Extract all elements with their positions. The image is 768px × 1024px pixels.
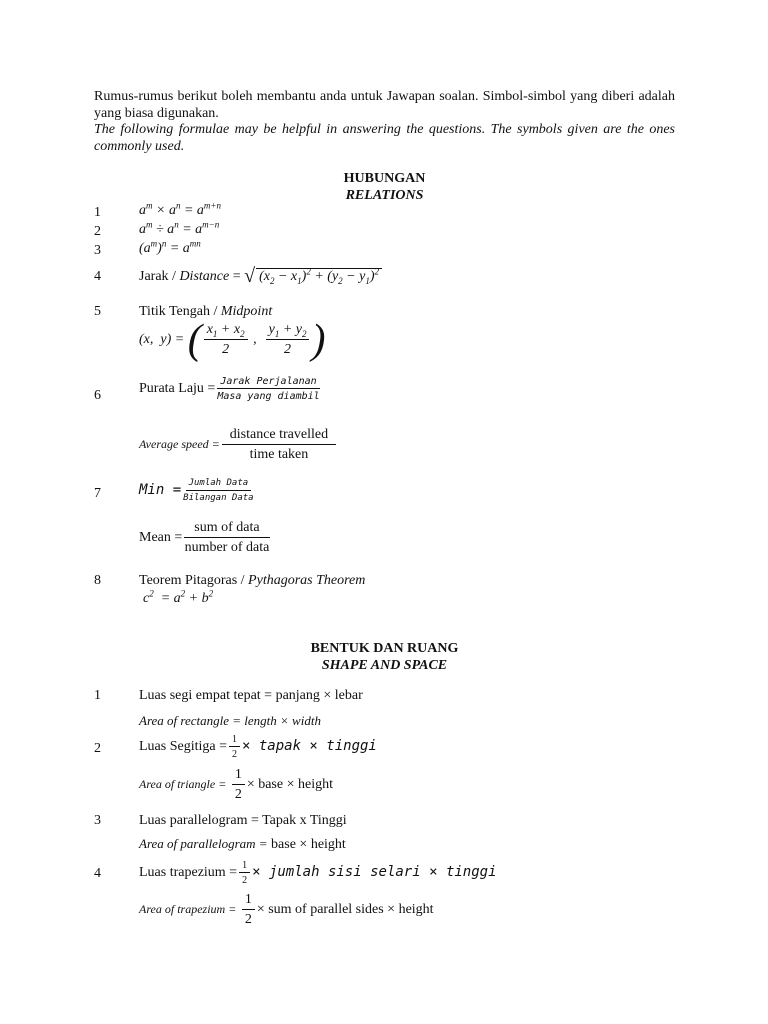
mean-denominator-english: number of data [184,540,270,555]
formula-index-power: $(a^m)^n = a^{mn}$ [139,238,201,256]
mean-denominator-malay: Bilangan Data [183,493,254,503]
distance-label-malay: Jarak / [139,269,180,284]
trapezium-formula-english: Area of trapezium = $\frac{1}{2}$ × sum of parallel sides × height [139,892,434,927]
triangle-label-english: Area of triangle = [139,777,227,792]
parallelogram-rest-english: base × height [267,837,346,852]
pythagoras-label [139,573,365,589]
shape-heading-malay: BENTUK DAN RUANG [310,641,459,656]
mean-numerator-english: sum of data [184,520,269,538]
trapezium-formula-malay: Luas trapezium = $\frac{1}{2}$ × jumlah sisi selari × tinggi [139,860,497,886]
relation-number-8: 8 [94,573,101,588]
relations-heading-malay: HUBUNGAN [343,171,426,186]
intro-malay: Rumus-rumus berikut boleh membantu anda untuk Jawapan soalan. Simbol-simbol yang diberi adalah yang biasa digunakan. [94,89,675,121]
trapezium-rest-malay: × jumlah sisi selari × tinggi [252,864,497,881]
average-speed-denominator-malay: Masa yang diambil [217,391,320,402]
triangle-rest-malay: × tapak × tinggi [242,738,377,755]
distance-label-english: Distance [179,269,230,284]
relation-number-5: 5 [94,304,101,319]
average-speed-label-malay: Purata Laju = [139,381,216,397]
trapezium-label-malay: Luas trapezium = [139,865,238,881]
trapezium-label-english: Area of trapezium = [139,902,237,917]
triangle-formula-malay: Luas Segitiga = $\frac{1}{2}$ × tapak × tinggi [139,734,377,760]
shape-number-4: 4 [94,866,101,881]
relation-number-1: 1 [94,205,101,220]
parallelogram-formula-malay: Luas parallelogram = Tapak x Tinggi [139,813,347,828]
formula-pythagoras: $c^2 = a^2 + b^2$ [143,588,214,606]
mean-numerator-malay: Jumlah Data [186,478,252,491]
relation-number-6: 6 [94,388,101,403]
relations-heading [94,170,675,204]
triangle-formula-english: Area of triangle = $\frac{1}{2}$ × base × height [139,767,333,802]
trapezium-rest-english: × sum of parallel sides × height [256,902,434,918]
shape-heading-english: SHAPE AND SPACE [321,658,448,673]
mean-label-english: Mean = [139,530,183,546]
shape-space-heading [94,640,675,674]
intro-english: The following formulae may be helpful in answering the questions. The symbols given are the ones commonly used. [94,122,675,154]
midpoint-label [139,304,272,320]
parallelogram-label-english: Area of parallelogram = [139,836,268,851]
formula-mean-malay [139,478,256,504]
parallelogram-formula-english [139,836,346,853]
distance-equals: = [229,269,241,284]
relation-number-4: 4 [94,269,101,284]
midpoint-label-malay: Titik Tengah / [139,304,221,319]
shape-number-1: 1 [94,688,101,703]
shape-number-3: 3 [94,813,101,828]
triangle-rest-english: × base × height [246,777,333,793]
midpoint-label-english: Midpoint [220,304,273,319]
pythagoras-label-malay: Teorem Pitagoras / [139,573,249,588]
formula-average-speed-malay [139,376,322,402]
relations-heading-english: RELATIONS [345,188,424,203]
shape-number-2: 2 [94,741,101,756]
formula-index-divide: $a^m \div a^n = a^{m-n}$ [139,219,220,237]
relation-number-7: 7 [94,486,101,501]
triangle-label-malay: Luas Segitiga = [139,739,227,755]
mean-label-malay: Min = [139,482,182,499]
average-speed-numerator-english: distance travelled [222,427,336,445]
relation-number-2: 2 [94,224,101,239]
formula-mean-english [139,520,272,556]
formula-distance: Jarak / Distance = √ $(x_2 - x_1)^2 + (y_2 - y_1)^2$ [139,265,382,288]
rectangle-formula-malay: Luas segi empat tepat = panjang × lebar [139,688,363,703]
formula-average-speed-english [139,427,338,463]
rectangle-formula-english: Area of rectangle = length × width [139,713,321,728]
average-speed-numerator-malay: Jarak Perjalanan [217,376,319,389]
formula-midpoint: (x, y) = ( $\frac{x_1 + x_2}{2}$ , $\frac{y_1 + y_2}{2}$ ) [139,317,326,363]
average-speed-label-english: Average speed = [139,437,220,452]
formula-index-multiply: $a^m \times a^n = a^{m+n}$ [139,200,221,218]
average-speed-denominator-english: time taken [249,447,309,462]
relation-number-3: 3 [94,243,101,258]
pythagoras-label-english: Pythagoras Theorem [248,573,366,588]
